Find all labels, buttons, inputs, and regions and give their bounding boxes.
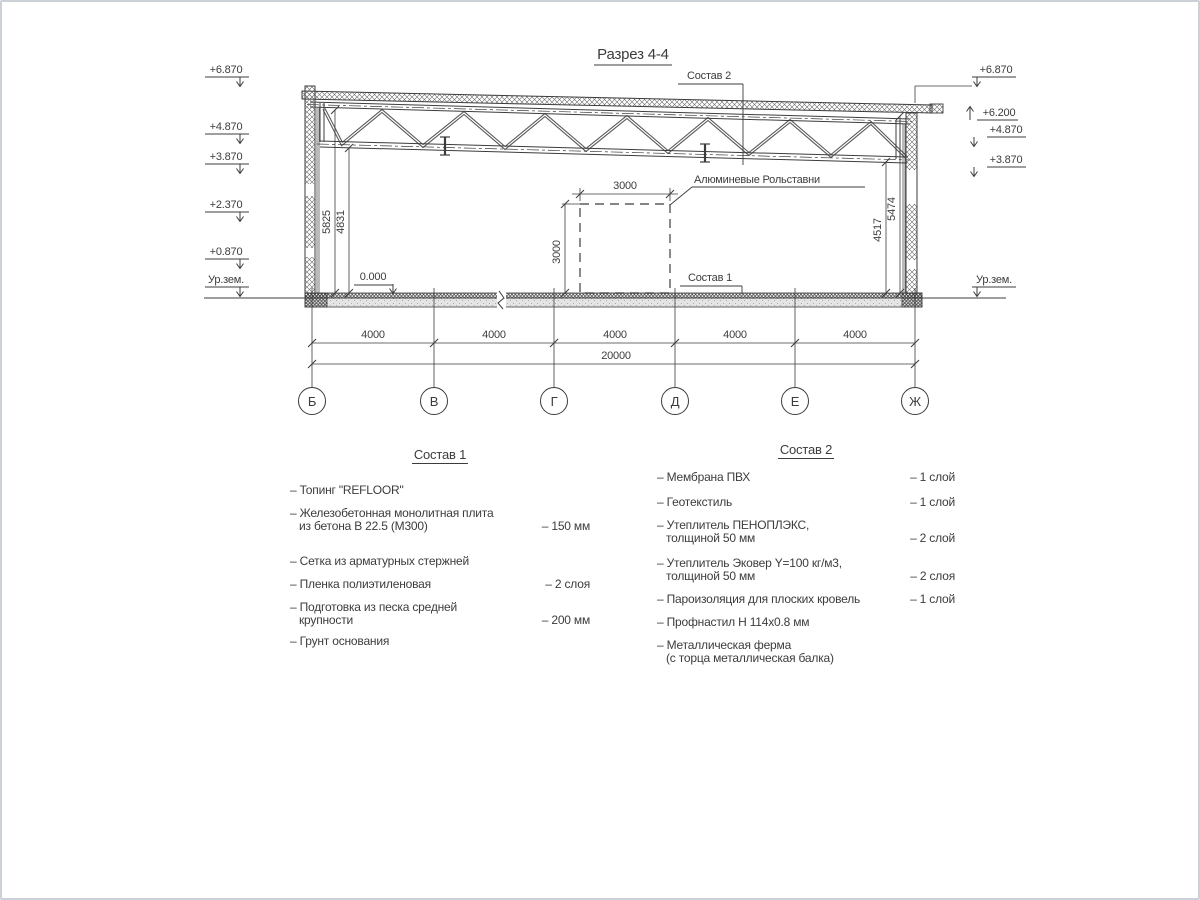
span-dim: 4000 [603, 329, 627, 341]
axis-label: Е [790, 394, 800, 409]
elevation-label: +3.870 [989, 154, 1023, 166]
floor-slab [305, 291, 922, 309]
elevation-label: +4.870 [989, 124, 1023, 136]
elevation-label: Ур.зем. [976, 274, 1012, 286]
section-title-text: Разрез 4-4 [597, 46, 669, 63]
callout-sostav1 [680, 272, 742, 294]
left-wall [305, 86, 319, 293]
span-dim: 4000 [723, 329, 747, 341]
callout-sostav2-text: Состав 2 [686, 70, 732, 82]
elevation-label: +3.870 [209, 151, 243, 163]
axis-label: Г [550, 394, 558, 409]
list-item: – Грунт основания [290, 634, 390, 648]
right-wall [903, 113, 917, 293]
list-item: – Сетка из арматурных стержней [290, 554, 470, 568]
dim-left-2: 4831 [335, 210, 347, 234]
vertical-dimensions [331, 106, 904, 297]
zero-level-text: 0.000 [359, 271, 387, 283]
opening-height-dim: 3000 [551, 240, 563, 264]
list-item: – Мембрана ПВХ – 1 слой [657, 470, 955, 484]
elevation-label: +6.870 [979, 64, 1013, 76]
drawing-title [594, 46, 672, 65]
elevation-label: +6.200 [982, 107, 1016, 119]
axis-label: В [429, 394, 439, 409]
list-item: – Утеплитель ПЕНОПЛЭКС, толщиной 50 мм – 2 слой [657, 518, 955, 545]
axis-label: Ж [909, 394, 921, 409]
list-item: – Металлическая ферма (с торца металлическая балка) [657, 638, 834, 665]
roof-edge-cap [930, 104, 943, 113]
left-elevation-marks [205, 77, 249, 297]
list-title: Состав 1 [413, 447, 467, 462]
materials-list-sostav1 [290, 448, 590, 648]
dim-right-2: 5474 [886, 197, 898, 221]
roof [302, 86, 972, 113]
span-dim: 4000 [843, 329, 867, 341]
section-drawing [2, 2, 1200, 442]
opening-width-dim: 3000 [613, 180, 637, 192]
axis-label: Д [670, 394, 680, 409]
elevation-label: Ур.зем. [208, 274, 244, 286]
elevation-label: +0.870 [209, 246, 243, 258]
list-item: – Профнастил Н 114х0.8 мм [657, 615, 810, 629]
list-item: – Топинг "REFLOOR" [290, 483, 404, 497]
left-wall-footing [305, 293, 327, 307]
list-item: – Подготовка из песка средней крупности – 200 мм [290, 600, 590, 627]
right-wall-footing [902, 293, 922, 307]
dim-right-1: 4517 [872, 218, 884, 242]
list-title: Состав 2 [779, 442, 833, 457]
elevation-label: +6.870 [209, 64, 243, 76]
list-item: – Железобетонная монолитная плита из бетона В 22.5 (М300) – 150 мм [290, 506, 590, 533]
dim-left-1: 5825 [321, 210, 333, 234]
axis-label: Б [307, 394, 317, 409]
callout-shutters-text: Алюминевые Рольставни [694, 174, 820, 186]
truss-bottom-chord [317, 141, 910, 163]
list-item: – Утеплитель Эковер Y=100 кг/м3, толщиной 50 мм – 2 слоя [657, 556, 955, 583]
callout-sostav1-text: Состав 1 [687, 272, 733, 284]
span-dim: 4000 [482, 329, 506, 341]
list-item: – Геотекстиль – 1 слой [657, 495, 955, 509]
axis-bubbles [299, 388, 929, 415]
zero-level-mark [354, 271, 397, 294]
list-item: – Пароизоляция для плоских кровель – 1 слой [657, 592, 955, 606]
elevation-label: +2.370 [209, 199, 243, 211]
materials-list-sostav2 [657, 443, 955, 665]
callout-shutters [670, 174, 865, 205]
list-item: – Пленка полиэтиленовая – 2 слоя [290, 577, 590, 591]
span-dim: 4000 [361, 329, 385, 341]
roof-truss [307, 102, 912, 163]
total-dim: 20000 [601, 350, 631, 362]
elevation-label: +4.870 [209, 121, 243, 133]
roller-shutter-opening [562, 188, 678, 293]
